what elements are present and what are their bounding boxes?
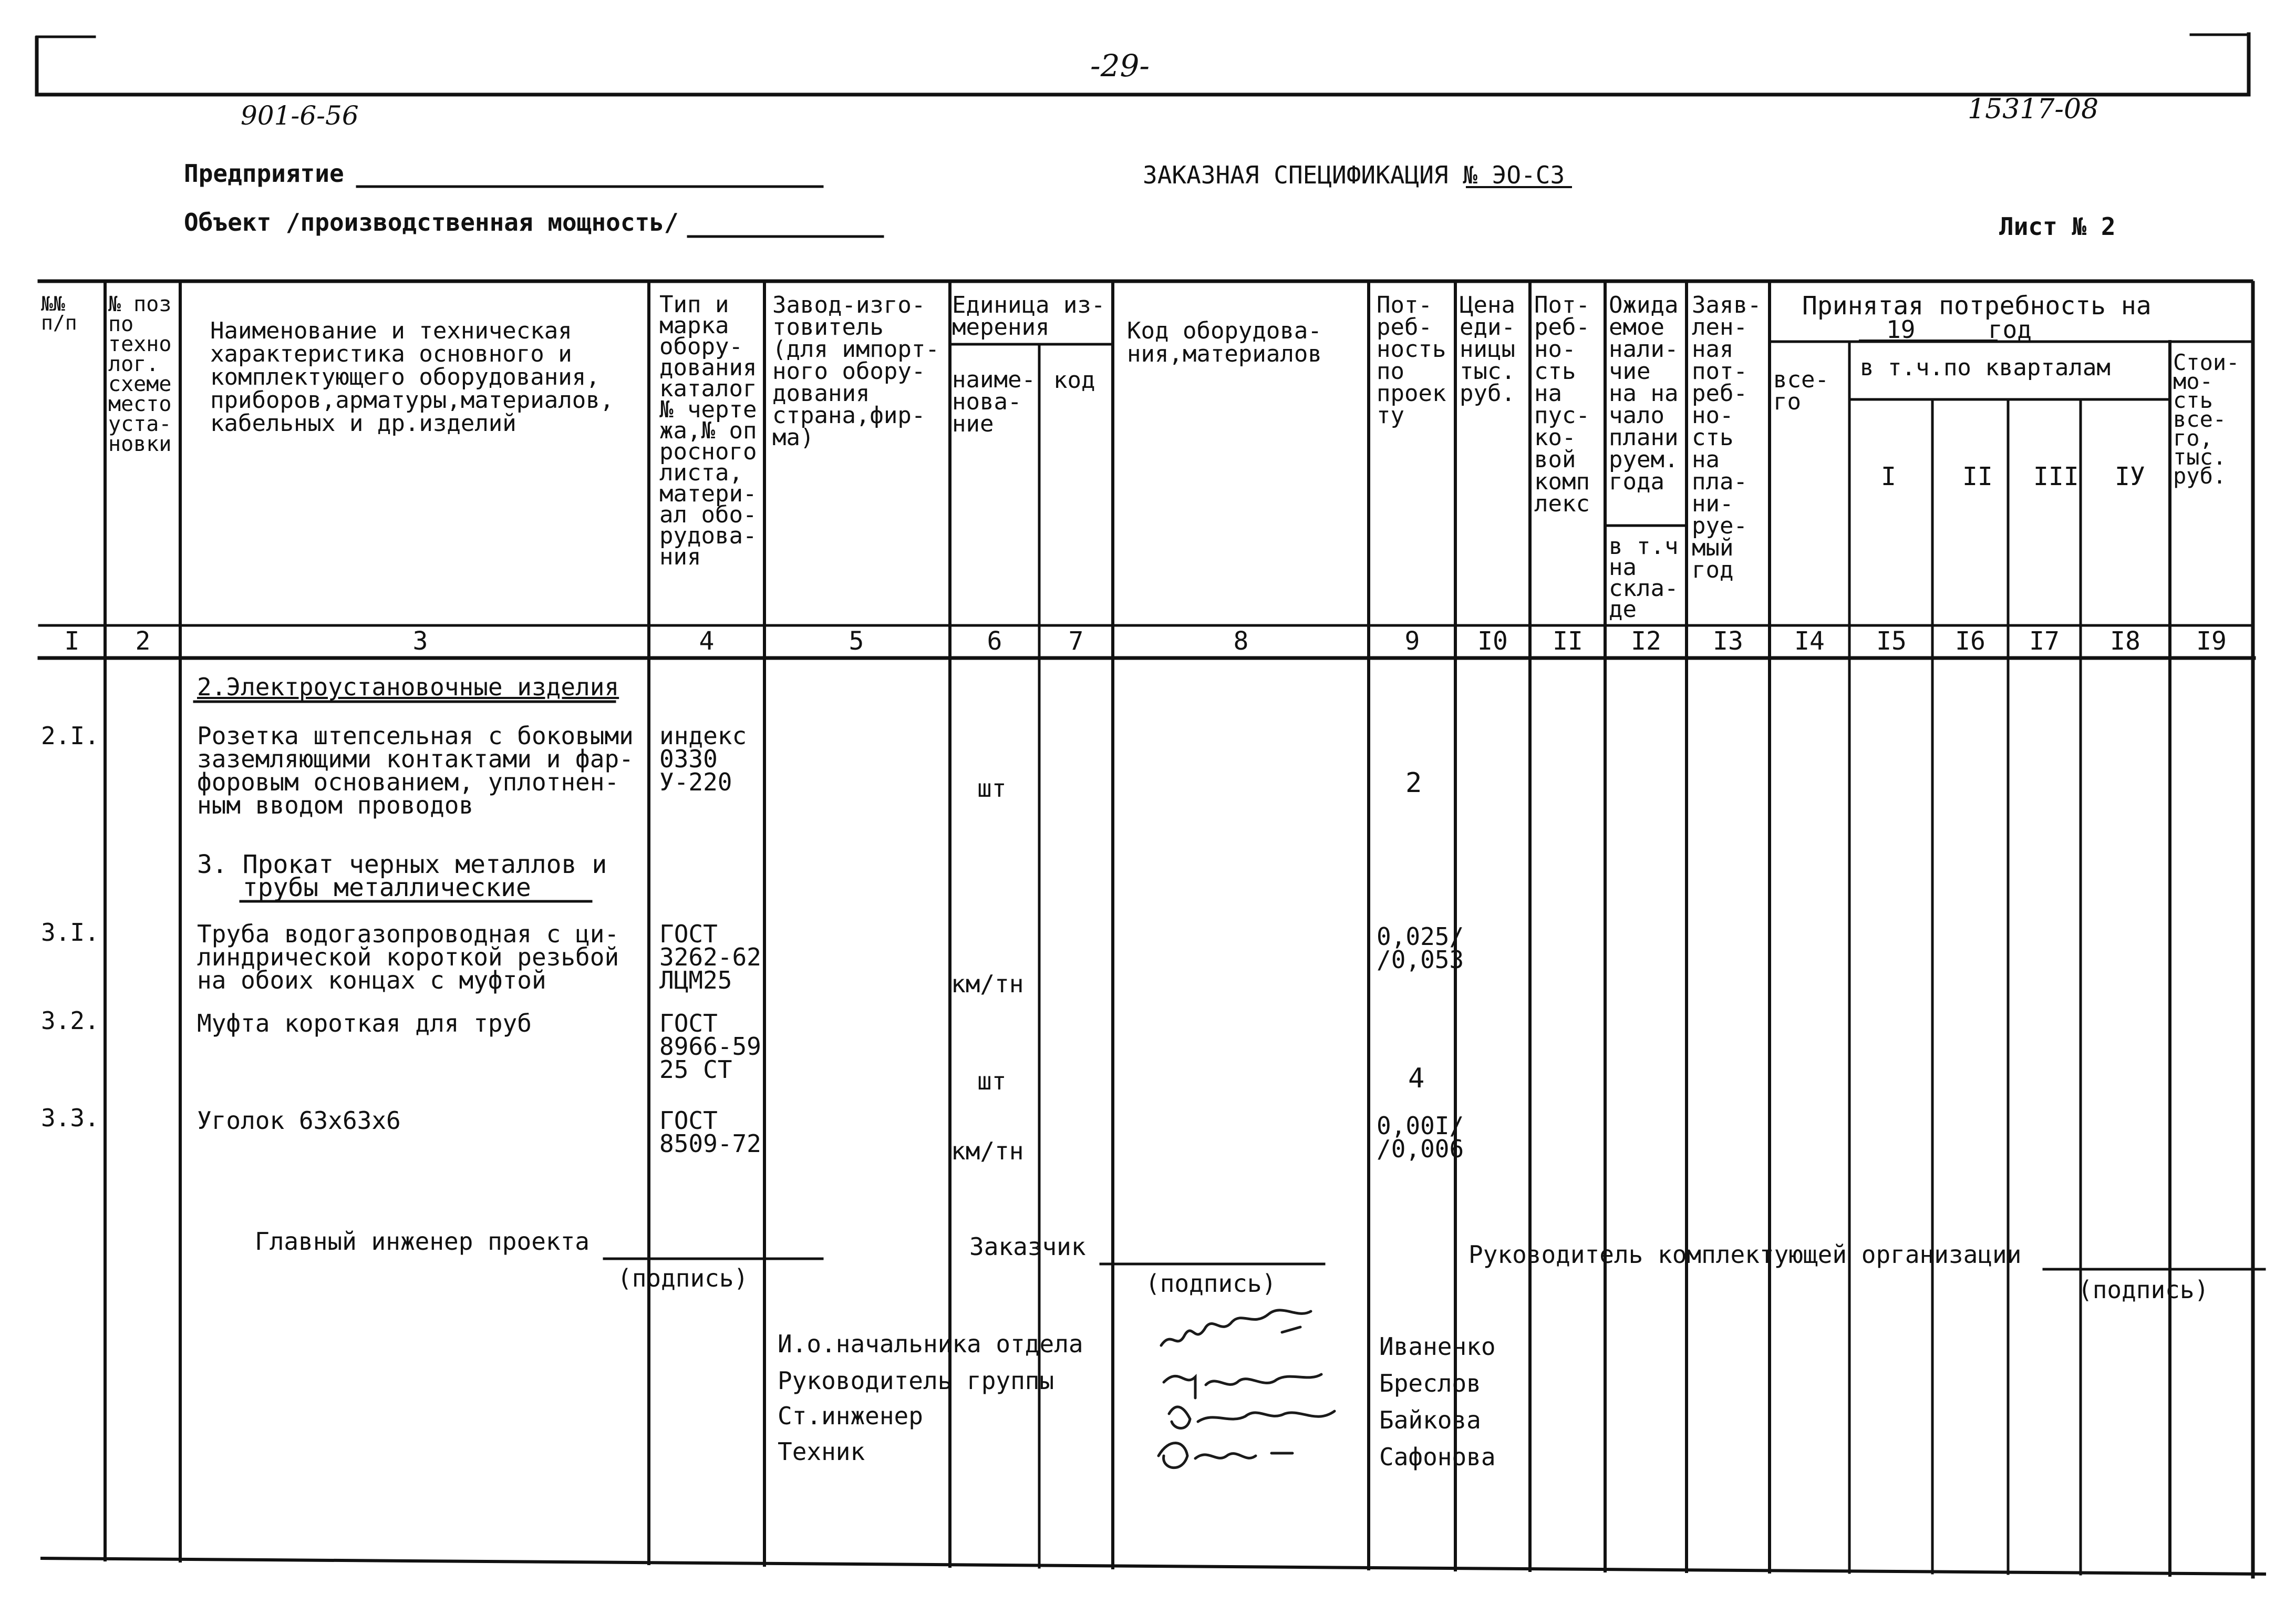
row-3-3-quantity: 0,00I/ /0,006 xyxy=(1377,1112,1464,1163)
column-number-13: I3 xyxy=(1713,626,1743,656)
header-q3: III xyxy=(2033,462,2079,491)
header-unit-group: Единица из- мерения xyxy=(952,292,1105,341)
role-2: Руководитель группы xyxy=(778,1366,1054,1395)
handwritten-signatures xyxy=(1159,1310,1335,1468)
header-q1: I xyxy=(1881,462,1896,491)
spec-title: ЗАКАЗНАЯ СПЕЦИФИКАЦИЯ № ЭО-СЗ xyxy=(1143,161,1565,189)
column-number-18: I8 xyxy=(2110,626,2140,656)
row-3-1-unit: км/тн xyxy=(951,970,1024,998)
chief-engineer-signature-caption: (подпись) xyxy=(617,1264,749,1292)
column-number-9: 9 xyxy=(1404,626,1420,656)
column-number-5: 5 xyxy=(849,626,864,656)
header-col-13: Заяв- лен- ная пот- реб- но- сть на пла- ни- руе- мый год xyxy=(1692,292,1762,583)
sheet-label: Лист № 2 xyxy=(1999,212,2116,241)
page-number: -29- xyxy=(1090,48,1150,84)
name-4: Сафонова xyxy=(1379,1443,1496,1471)
role-4: Техник xyxy=(778,1437,865,1466)
header-col-19: Стои- мо- сть все- го, тыс. руб. xyxy=(2173,349,2240,489)
column-number-15: I5 xyxy=(1876,626,1907,656)
header-accepted-year: 19 год xyxy=(1886,315,2032,344)
column-number-8: 8 xyxy=(1233,626,1249,656)
row-3-2-number: 3.2. xyxy=(41,1006,99,1035)
column-number-14: I4 xyxy=(1794,626,1825,656)
customer-signature-caption: (подпись) xyxy=(1145,1269,1277,1298)
header-col-1: №№ п/п xyxy=(41,292,77,334)
row-3-2-quantity: 4 xyxy=(1408,1063,1425,1094)
row-2-1-name: Розетка штепсельная с боковыми заземляющими контактами и фар- форовым основанием, уплотнен- ным вводом проводов xyxy=(197,722,634,819)
header-col-14: все- го xyxy=(1773,366,1829,415)
row-3-3-name: Уголок 63х63х6 xyxy=(197,1106,401,1135)
row-3-1-type: ГОСТ 3262-62 ЛЦМ25 xyxy=(659,920,761,994)
row-3-3-unit: км/тн xyxy=(951,1137,1024,1165)
header-col-5: Завод-изго- товитель (для импорт- ного обору- дования страна,фир- ма) xyxy=(772,292,939,451)
header-col-2: № поз по техно лог. схеме место уста- новки xyxy=(108,292,172,456)
enterprise-label: Предприятие xyxy=(184,159,344,188)
section-2-title: 2.Электроустановочные изделия xyxy=(197,673,619,701)
role-1: И.о.начальника отдела xyxy=(778,1330,1083,1358)
row-3-2-name: Муфта короткая для труб xyxy=(197,1009,532,1037)
column-number-1: I xyxy=(64,626,80,656)
header-col-4: Тип и марка обору- дования каталог № черте жа,№ оп росного листа, матери- ал обо- рудова- ния xyxy=(659,291,757,570)
row-2-1-unit: шт xyxy=(977,774,1007,803)
column-number-11: II xyxy=(1553,626,1583,656)
header-col-6: наиме- нова- ние xyxy=(952,366,1036,437)
column-number-12: I2 xyxy=(1631,626,1661,656)
head-org-label: Руководитель комплектующей организации xyxy=(1468,1240,2022,1269)
row-3-1-name: Труба водогазопроводная с ци- линдрической короткой резьбой на обоих концах с муфтой xyxy=(197,920,619,994)
row-2-1-type: индекс 0330 У-220 xyxy=(659,722,747,796)
header-col-11: Пот- реб- но- сть на пус- ко- вой комп лекс xyxy=(1534,292,1590,517)
column-number-6: 6 xyxy=(987,626,1002,656)
row-3-1-quantity: 0,025/ /0,053 xyxy=(1377,922,1464,974)
name-3: Байкова xyxy=(1379,1406,1481,1434)
header-q2: II xyxy=(1962,462,1993,491)
doc-code-right: 15317-08 xyxy=(1968,94,2099,125)
head-org-signature-caption: (подпись) xyxy=(2078,1276,2209,1304)
column-number-10: I0 xyxy=(1477,626,1508,656)
section-3-title: 3. Прокат черных металлов и трубы металлические xyxy=(197,850,607,902)
column-number-2: 2 xyxy=(135,626,151,656)
row-2-1-quantity: 2 xyxy=(1405,767,1422,799)
header-col-8: Код оборудова- ния,материалов xyxy=(1127,317,1322,367)
doc-code-left: 901-6-56 xyxy=(241,100,359,131)
header-col-3: Наименование и техническая характеристика основного и комплектующего оборудования, приборов,арматуры,материалов, кабельных и др.изделий xyxy=(210,317,614,437)
header-col-9: Пот- реб- ность по проек ту xyxy=(1377,292,1446,429)
name-1: Иваненко xyxy=(1379,1332,1496,1361)
row-3-1-number: 3.I. xyxy=(41,918,99,947)
chief-engineer-label: Главный инженер проекта xyxy=(255,1227,589,1256)
column-number-17: I7 xyxy=(2029,626,2060,656)
column-number-19: I9 xyxy=(2196,626,2227,656)
header-q4: IУ xyxy=(2115,462,2145,491)
header-col-7: код xyxy=(1053,367,1095,394)
header-accepted: Принятая потребность на xyxy=(1802,291,2152,321)
header-col-12: Ожида емое нали- чие на на чало плани руем. года xyxy=(1609,292,1679,495)
column-number-7: 7 xyxy=(1068,626,1084,656)
row-3-3-number: 3.3. xyxy=(41,1104,99,1132)
header-col-10: Цена еди- ницы тыс. руб. xyxy=(1460,292,1515,407)
row-2-1-number: 2.I. xyxy=(41,722,99,750)
object-label: Объект /производственная мощность/ xyxy=(184,208,679,237)
role-3: Ст.инженер xyxy=(778,1402,923,1430)
column-number-16: I6 xyxy=(1955,626,1985,656)
row-3-2-unit: шт xyxy=(977,1067,1007,1095)
row-3-3-type: ГОСТ 8509-72 xyxy=(659,1106,761,1158)
name-2: Бреслов xyxy=(1379,1369,1481,1397)
column-number-4: 4 xyxy=(699,626,715,656)
column-number-3: 3 xyxy=(412,626,428,656)
header-quarters: в т.ч.по кварталам xyxy=(1860,354,2111,381)
header-col-12-stock: в т.ч на скла- де xyxy=(1609,533,1679,623)
customer-label: Заказчик xyxy=(969,1232,1086,1261)
row-3-2-type: ГОСТ 8966-59 25 СТ xyxy=(659,1009,761,1084)
